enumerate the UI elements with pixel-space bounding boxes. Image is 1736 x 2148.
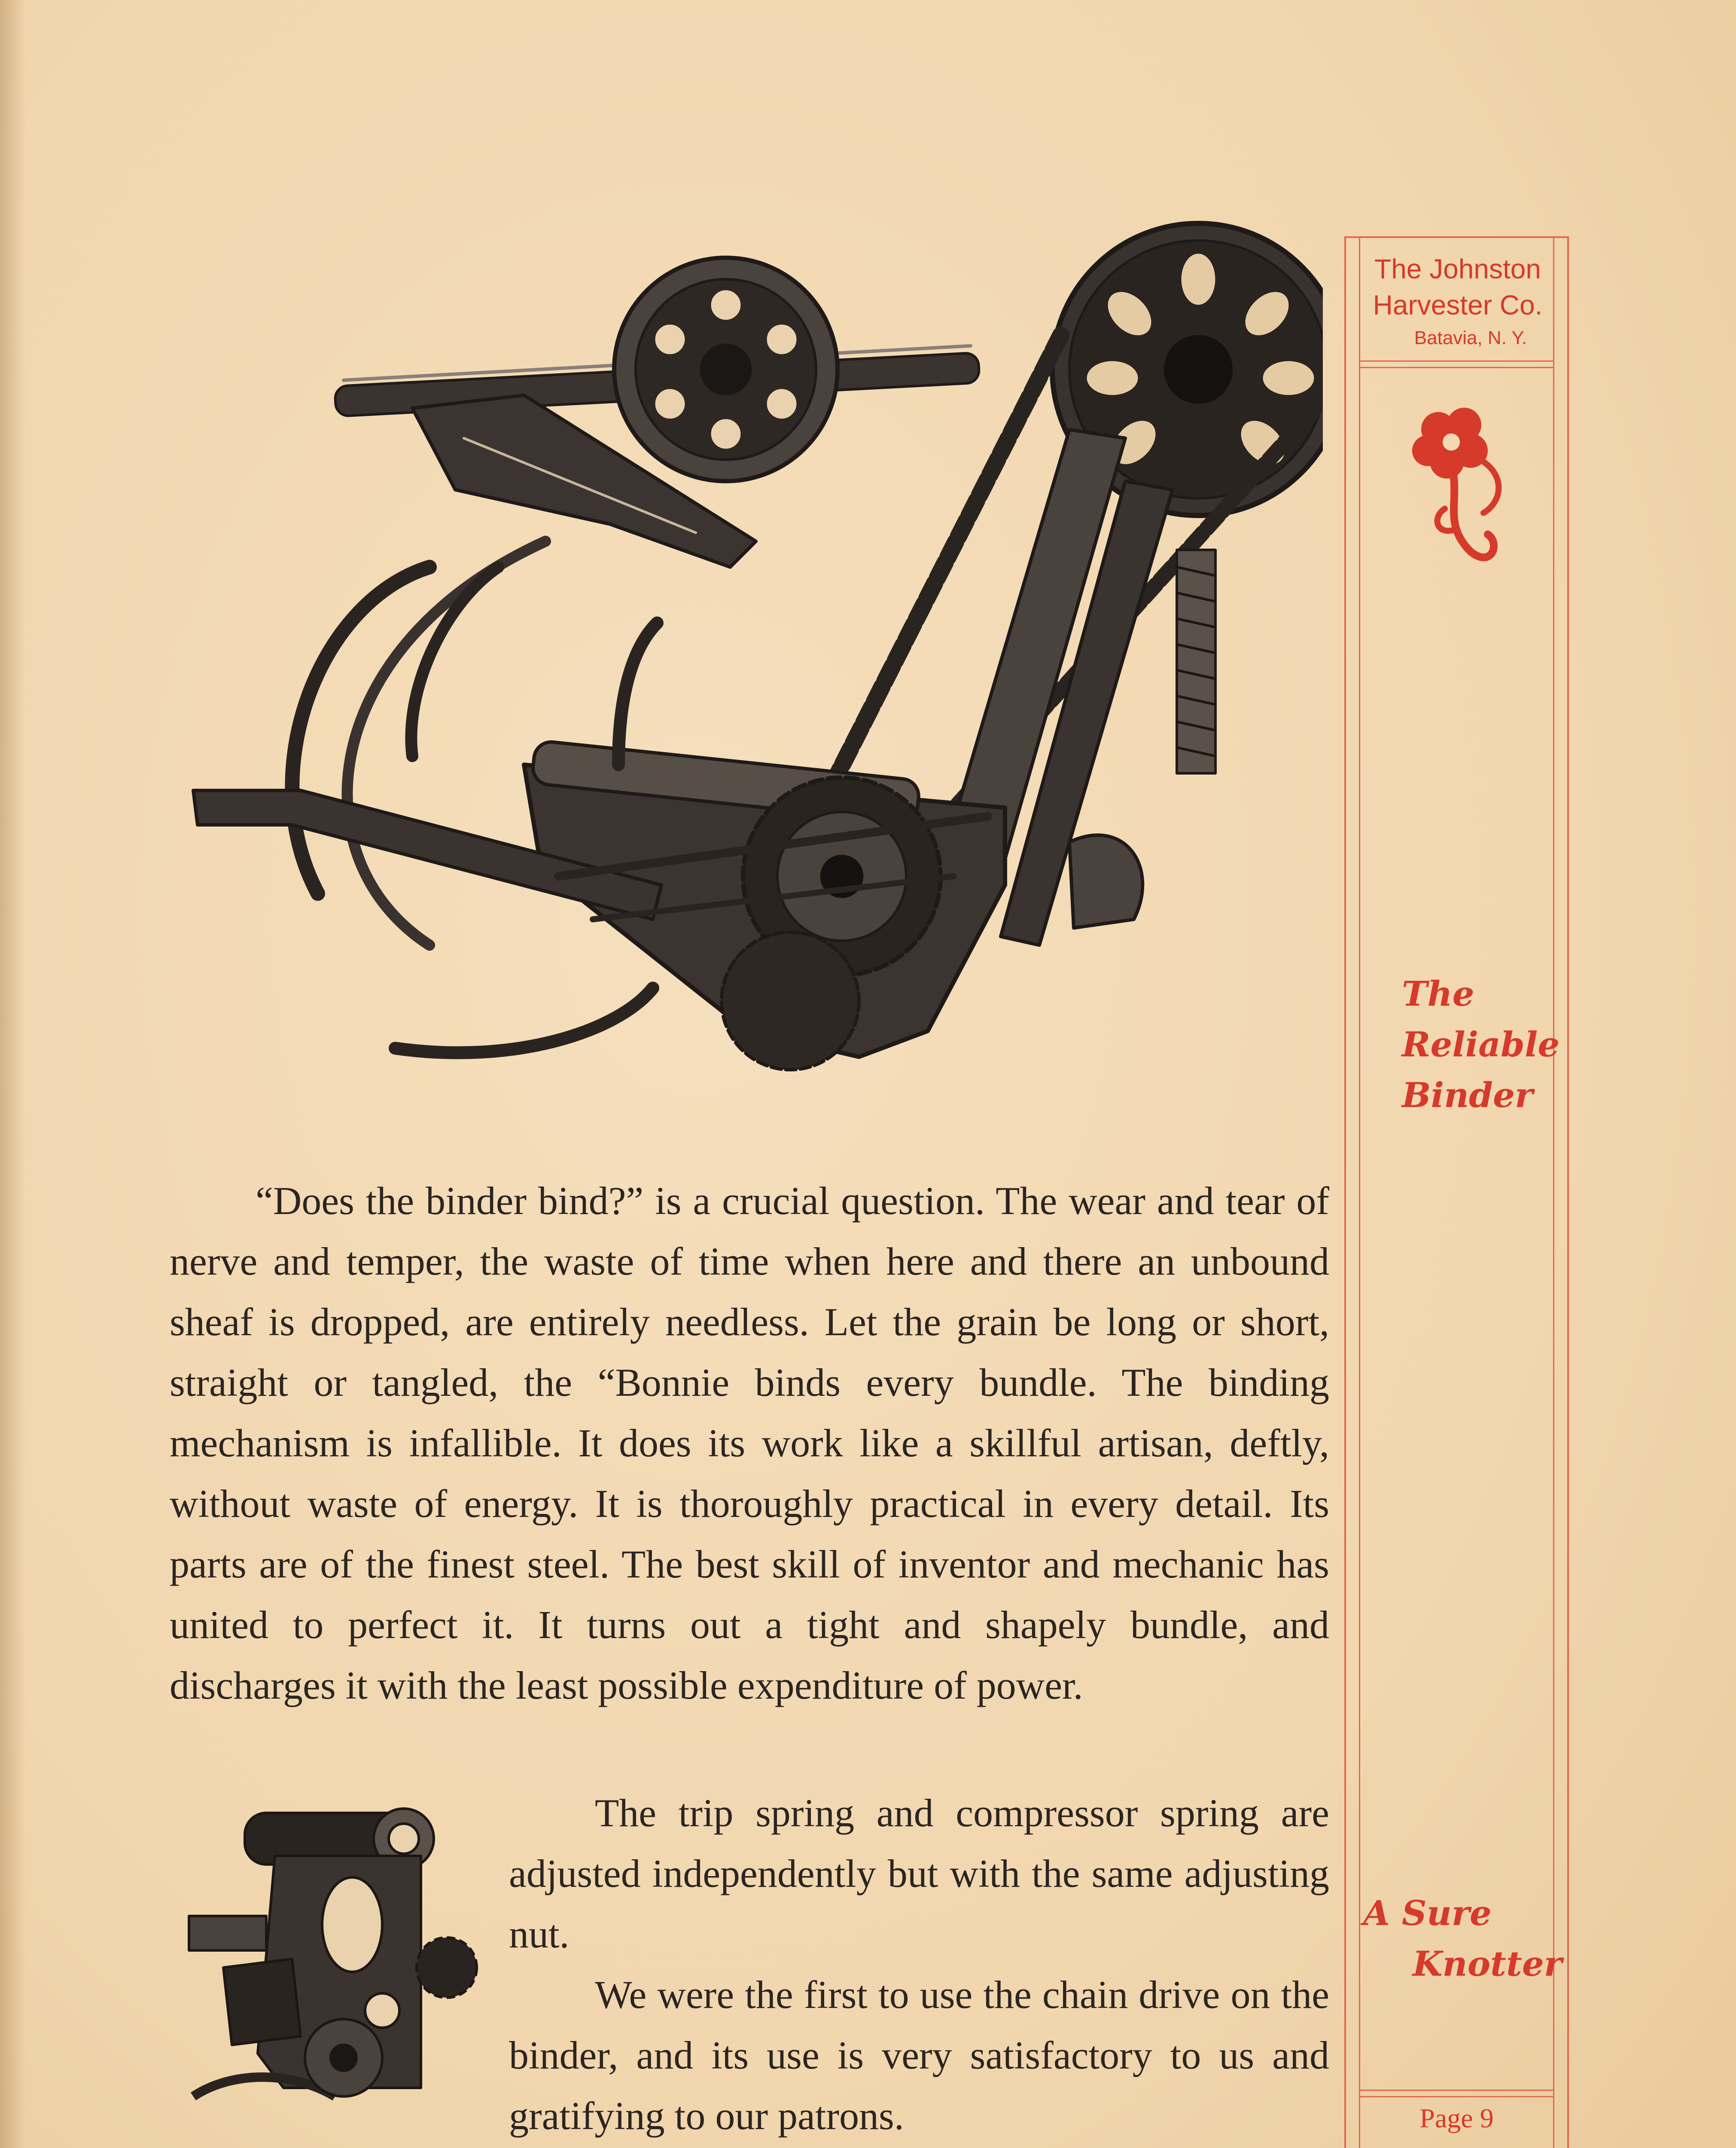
company-block xyxy=(1363,251,1552,353)
sidebar-top-divider xyxy=(1359,360,1554,368)
motto-line-a-sure: A Sure xyxy=(1363,1893,1492,1933)
sidebar-rule-right xyxy=(1553,238,1554,2148)
sidebar-rule-left xyxy=(1359,238,1360,2148)
paragraph-chain-drive: We were the first to use the chain drive on the binder, and its use is very satisfactory to us and gratifying to our patrons. xyxy=(509,1973,1329,2138)
main-paragraph xyxy=(170,1171,1329,1716)
knotter-engraving xyxy=(180,1796,481,2122)
motto-line-knotter: Knotter xyxy=(1413,1944,1562,1984)
flower-ornament-icon xyxy=(1406,406,1514,586)
page-number: Page 9 xyxy=(1419,2103,1494,2133)
motto-line-the: The xyxy=(1402,973,1474,1014)
sidebar-bottom-divider xyxy=(1359,2090,1554,2097)
binding-shadow xyxy=(0,0,26,2148)
motto-line-reliable: Reliable xyxy=(1402,1024,1560,1065)
motto-line-binder: Binder xyxy=(1402,1075,1533,1115)
paragraph-binder-bind: “Does the binder bind?” is a crucial question. The wear and tear of nerve and temper, the waste of time when here and there an unbound sheaf is dropped, are entirely needless. Let the grain be long or short, straight or tangled, the “Bonnie binds every bundle. The binding mechanism is infallible. It does its work like a skillful artisan, deftly, without waste of energy. It is thoroughly practical in every detail. Its parts are of the finest steel. The best skill of inventor and mechanic has united to perfect it. It turns out a tight and shapely bundle, and discharges it with the least possible expenditure of power. xyxy=(170,1179,1329,1707)
sidebar-column xyxy=(1344,236,1569,2148)
paragraph-trip-spring: The trip spring and compressor spring are adjusted independently but with the same adjusting nut. xyxy=(509,1791,1329,1956)
motto-sure-knotter xyxy=(1363,1888,1562,1989)
binder-mechanism-engraving xyxy=(189,215,1323,1074)
motto-reliable-binder xyxy=(1402,968,1559,1120)
company-name-line2: Harvester Co. xyxy=(1373,290,1543,320)
secondary-paragraphs xyxy=(509,1783,1329,2146)
company-name-line1: The Johnston xyxy=(1374,253,1541,284)
company-location: Batavia, N. Y. xyxy=(1414,327,1527,348)
